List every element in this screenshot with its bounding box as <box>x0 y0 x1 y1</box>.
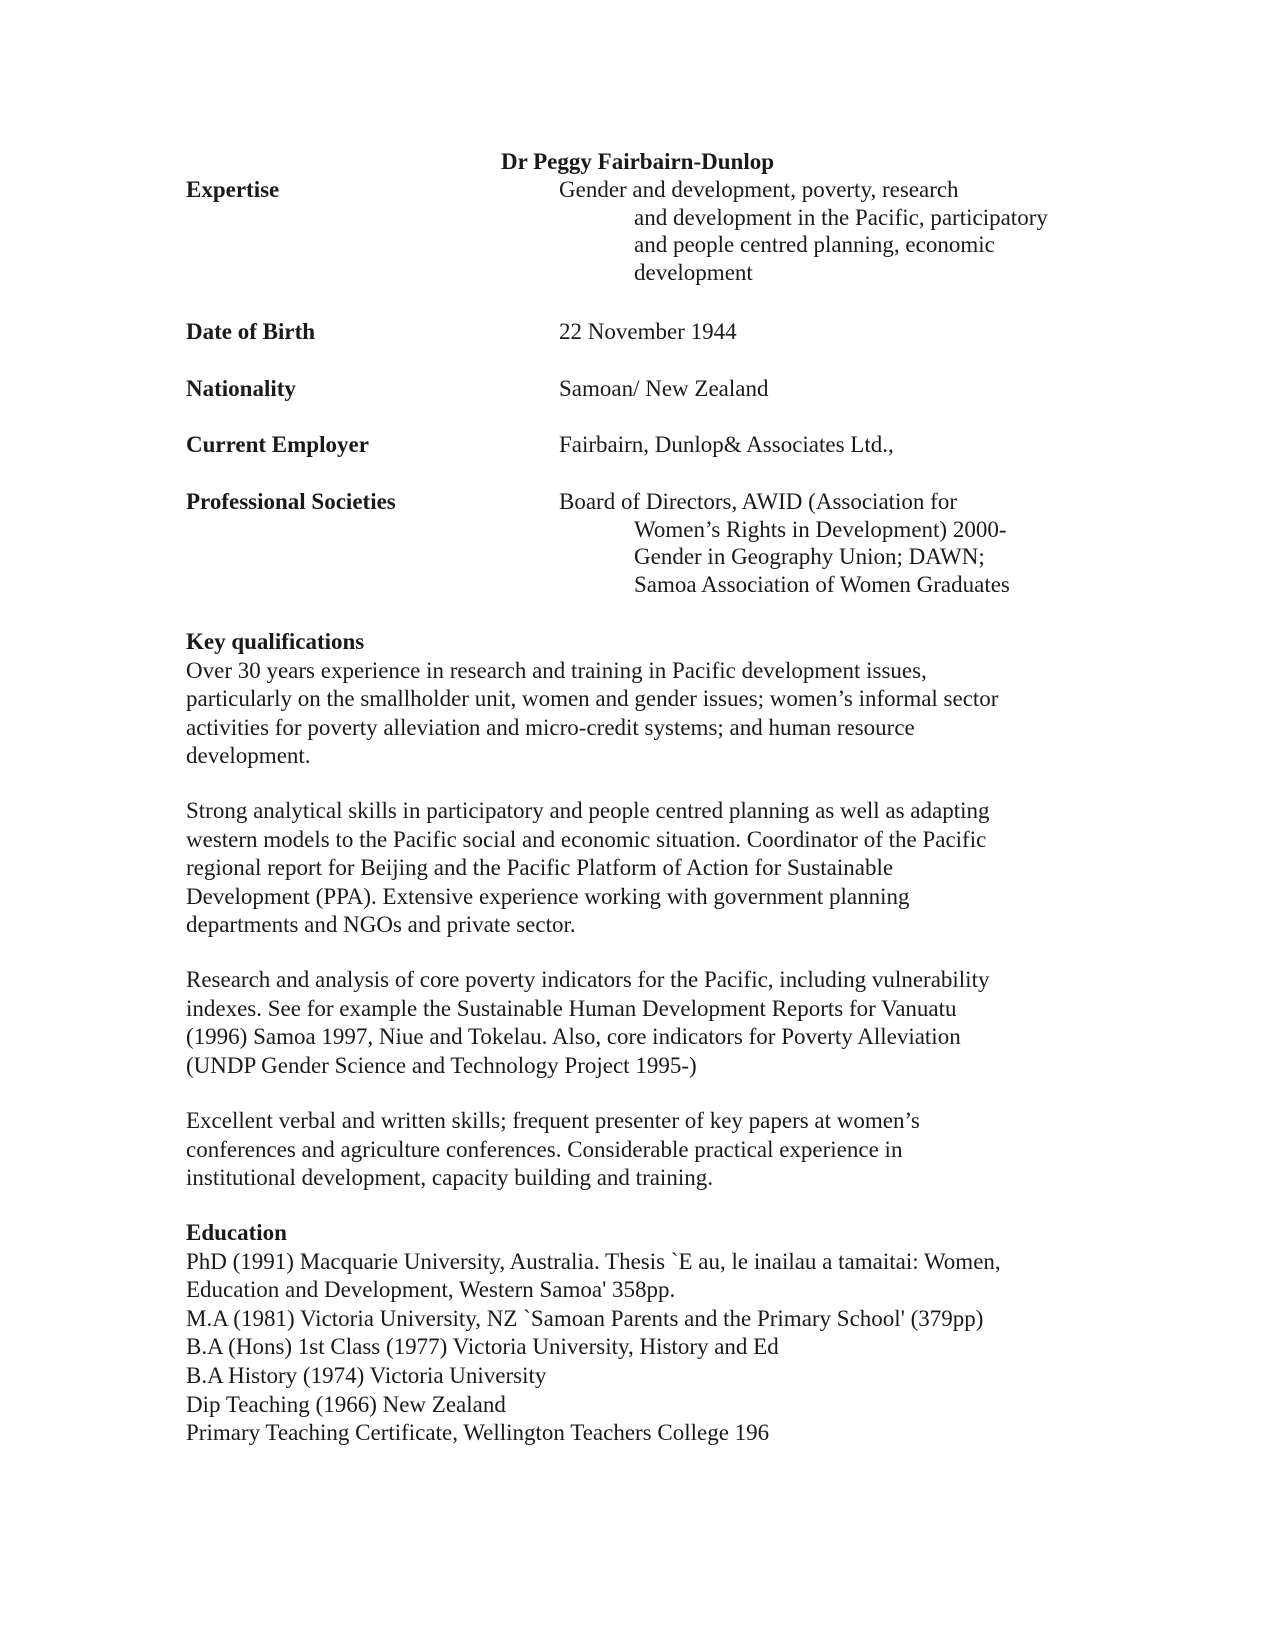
expertise-line: and people centred planning, economic <box>634 232 995 257</box>
paragraph-line: development. <box>186 743 311 769</box>
education-line: B.A (Hons) 1st Class (1977) Victoria University, History and Ed <box>186 1334 779 1360</box>
nationality-value: Samoan/ New Zealand <box>559 376 769 401</box>
paragraph-line: Research and analysis of core poverty indicators for the Pacific, including vulnerability <box>186 967 990 992</box>
employer-value: Fairbairn, Dunlop& Associates Ltd., <box>559 432 894 457</box>
expertise-value <box>559 176 1079 286</box>
key-qualifications-heading: Key qualifications <box>186 629 365 654</box>
employer-label: Current Employer <box>186 432 369 457</box>
paragraph-line: conferences and agriculture conferences. Considerable practical experience in <box>186 1136 903 1162</box>
paragraph-line: (1996) Samoa 1997, Niue and Tokelau. Also, core indicators for Poverty Alleviation <box>186 1024 961 1050</box>
paragraph-line: indexes. See for example the Sustainable Human Development Reports for Vanuatu <box>186 995 957 1021</box>
qualification-paragraph <box>186 1107 1086 1193</box>
societies-line: Board of Directors, AWID (Association for <box>559 489 957 514</box>
dob-value: 22 November 1944 <box>559 319 737 344</box>
expertise-line: development <box>634 259 753 285</box>
expertise-line: Gender and development, poverty, research <box>559 177 959 202</box>
education-line: Dip Teaching (1966) New Zealand <box>186 1391 506 1417</box>
qualification-paragraph <box>186 966 1086 1080</box>
paragraph-line: Excellent verbal and written skills; frequent presenter of key papers at women’s <box>186 1108 920 1133</box>
paragraph-line: (UNDP Gender Science and Technology Project 1995-) <box>186 1052 697 1078</box>
qualification-paragraph <box>186 657 1086 771</box>
education-line: Primary Teaching Certificate, Wellington Teachers College 196 <box>186 1420 770 1446</box>
dob-label: Date of Birth <box>186 319 316 344</box>
education-heading: Education <box>186 1220 287 1245</box>
education-line: B.A History (1974) Victoria University <box>186 1362 547 1388</box>
societies-line: Samoa Association of Women Graduates <box>634 571 1010 597</box>
paragraph-line: Strong analytical skills in participatory and people centred planning as well as adapting <box>186 798 990 823</box>
paragraph-line: Over 30 years experience in research and training in Pacific development issues, <box>186 657 927 683</box>
societies-label: Professional Societies <box>186 489 396 514</box>
education-line: Education and Development, Western Samoa' 358pp. <box>186 1277 676 1303</box>
paragraph-line: western models to the Pacific social and economic situation. Coordinator of the Pacific <box>186 826 987 852</box>
societies-value <box>559 488 1079 598</box>
paragraph-line: activities for poverty alleviation and micro-credit systems; and human resource <box>186 714 915 740</box>
paragraph-line: Development (PPA). Extensive experience working with government planning <box>186 883 910 909</box>
nationality-label: Nationality <box>186 376 296 401</box>
expertise-label: Expertise <box>186 177 280 202</box>
education-line: M.A (1981) Victoria University, NZ `Samoan Parents and the Primary School' (379pp) <box>186 1305 984 1331</box>
education-line: PhD (1991) Macquarie University, Australia. Thesis `E au, le inailau a tamaitai: Women, <box>186 1248 1001 1274</box>
societies-line: Women’s Rights in Development) 2000- <box>634 516 1007 542</box>
paragraph-line: institutional development, capacity building and training. <box>186 1165 713 1191</box>
education-section <box>186 1219 1086 1448</box>
qualification-paragraph <box>186 797 1086 940</box>
cv-name: Dr Peggy Fairbairn-Dunlop <box>500 149 775 174</box>
key-qualifications-section <box>186 628 1086 771</box>
societies-line: Gender in Geography Union; DAWN; <box>634 544 985 569</box>
paragraph-line: particularly on the smallholder unit, women and gender issues; women’s informal sector <box>186 686 999 712</box>
paragraph-line: departments and NGOs and private sector. <box>186 912 576 938</box>
expertise-line: and development in the Pacific, participatory <box>634 204 1048 230</box>
paragraph-line: regional report for Beijing and the Pacific Platform of Action for Sustainable <box>186 855 894 881</box>
